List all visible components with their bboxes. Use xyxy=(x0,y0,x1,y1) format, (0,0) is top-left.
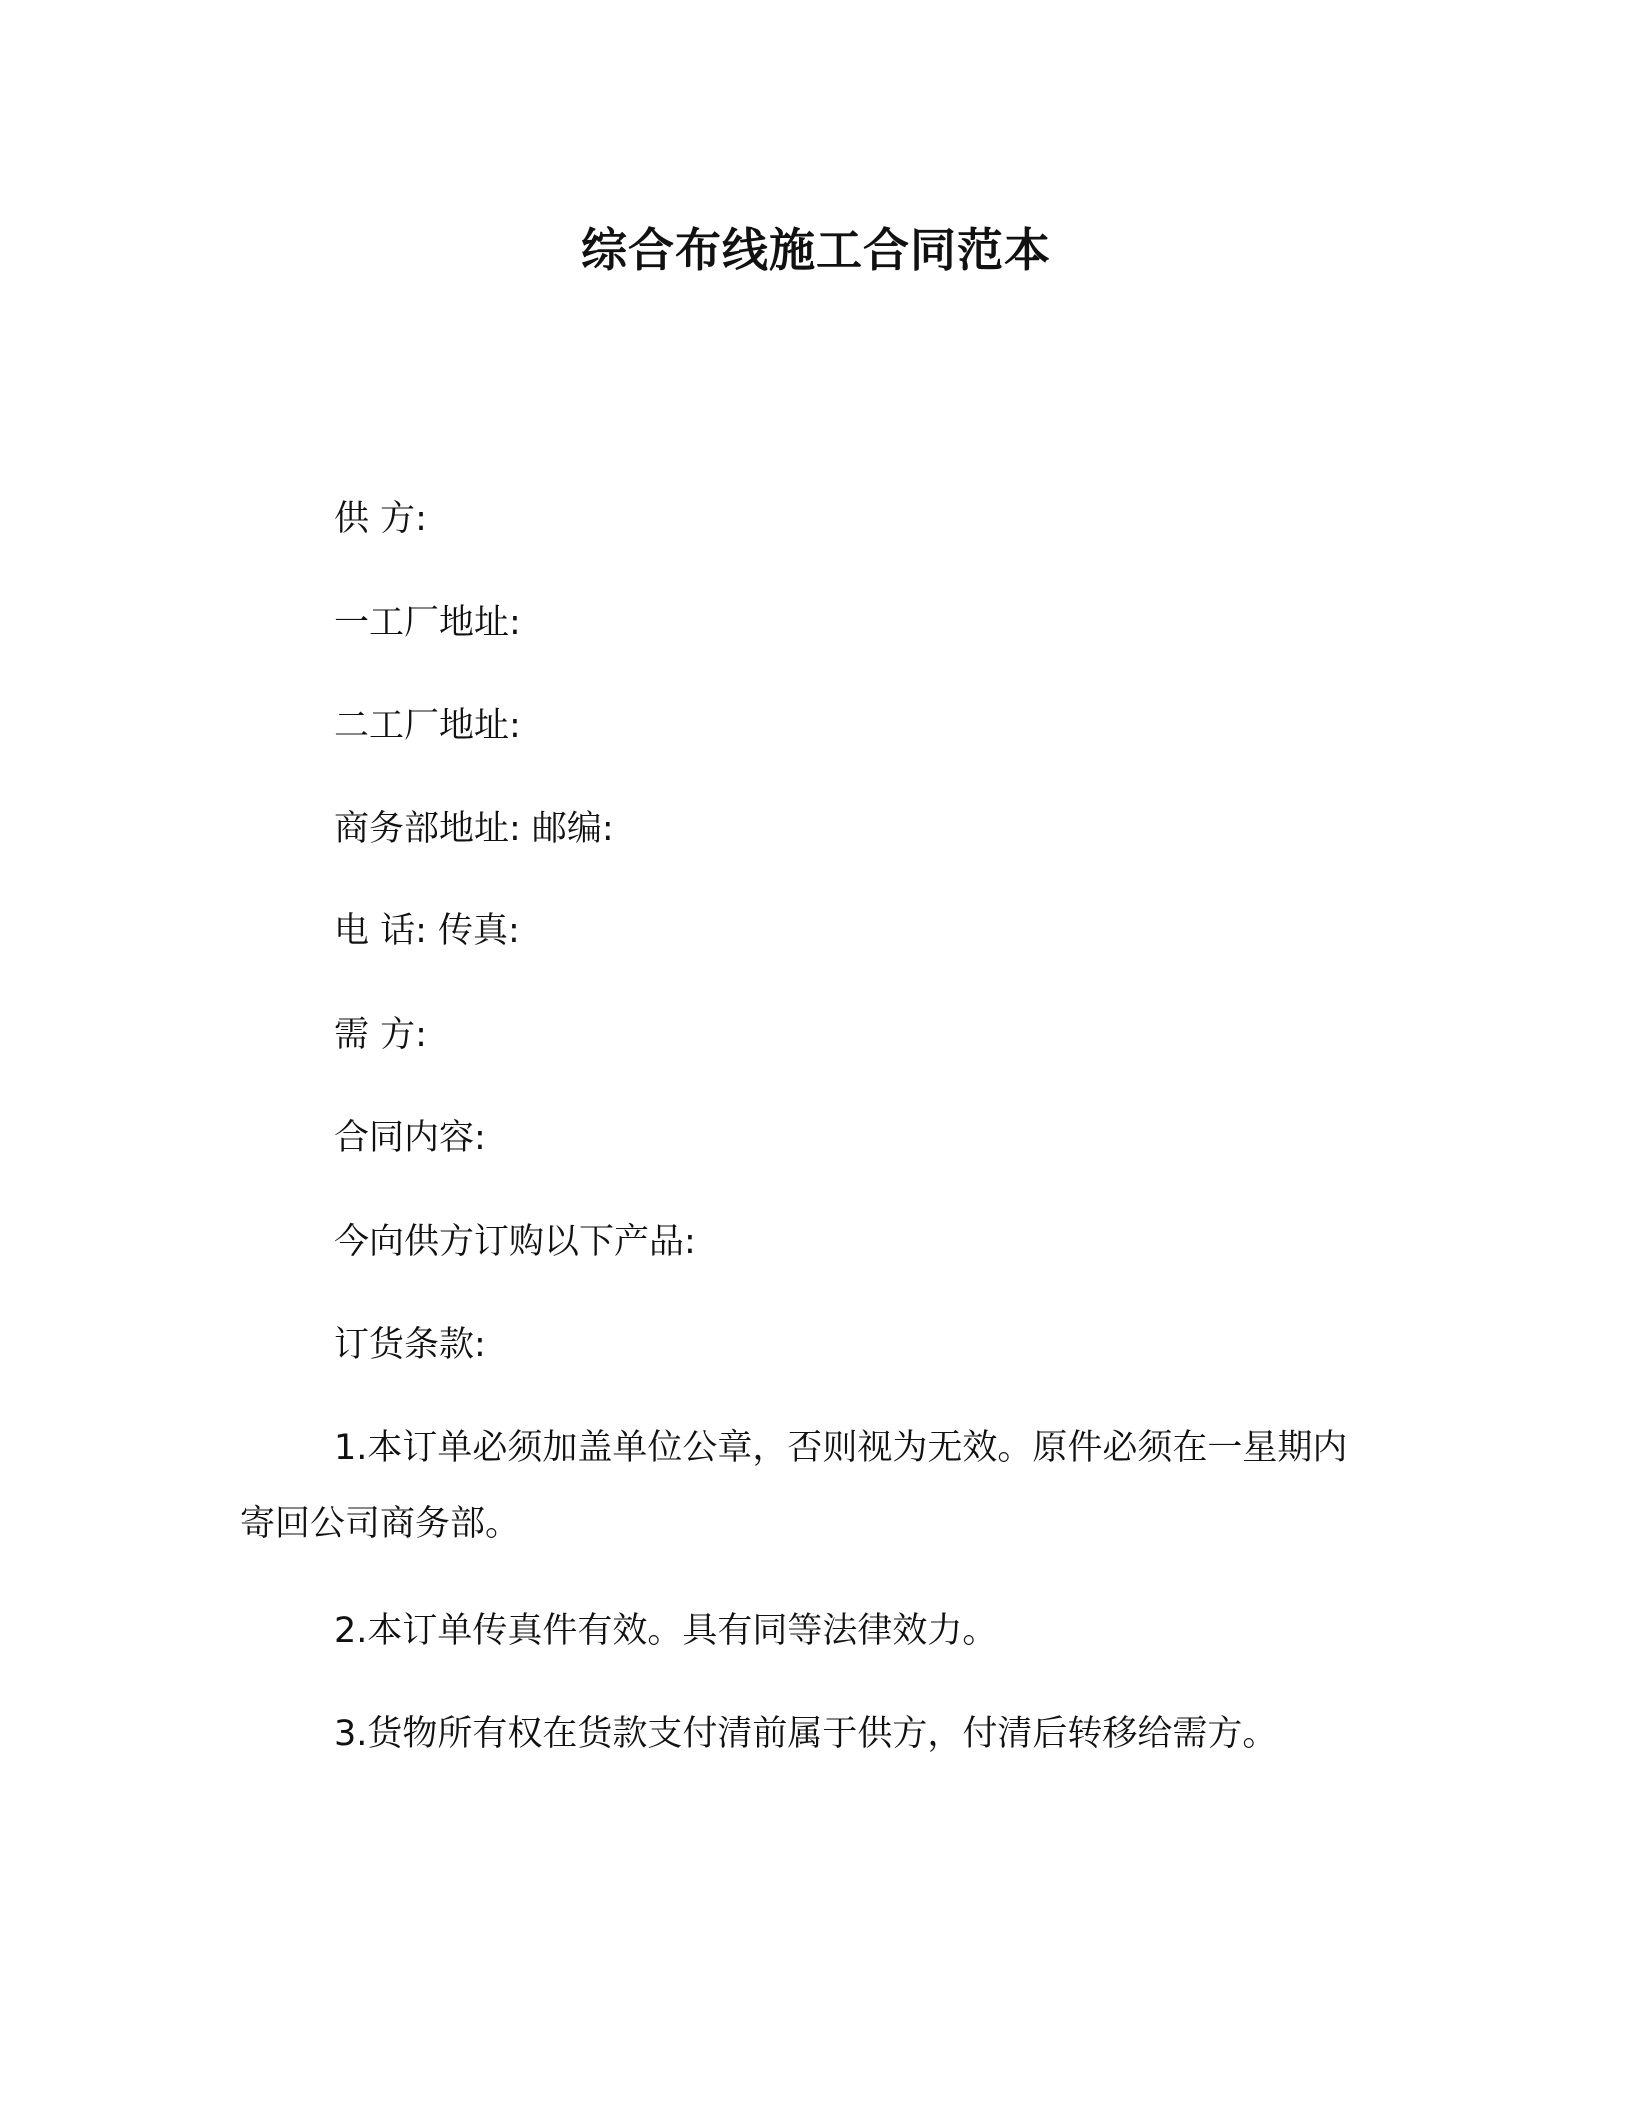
field-commerce-address-postcode: 商务部地址: 邮编: xyxy=(334,809,614,849)
document-title: 综合布线施工合同范本 xyxy=(581,223,1051,277)
term-3: 3.货物所有权在货款支付清前属于供方，付清后转移给需方。 xyxy=(334,1714,1278,1754)
field-supplier: 供 方: xyxy=(334,499,427,539)
field-contract-content: 合同内容: xyxy=(334,1118,486,1158)
term-1: 1.本订单必须加盖单位公章，否则视为无效。原件必须在一星期内寄回公司商务部。 xyxy=(240,1428,1348,1544)
field-order-terms: 订货条款: xyxy=(334,1325,486,1365)
field-phone-fax: 电 话: 传真: xyxy=(334,911,520,951)
field-factory-2-address: 二工厂地址: xyxy=(334,706,521,746)
term-2: 2.本订单传真件有效。具有同等法律效力。 xyxy=(334,1611,998,1651)
field-factory-1-address: 一工厂地址: xyxy=(334,603,521,643)
field-order-intro: 今向供方订购以下产品: xyxy=(334,1222,696,1262)
field-buyer: 需 方: xyxy=(334,1015,427,1055)
